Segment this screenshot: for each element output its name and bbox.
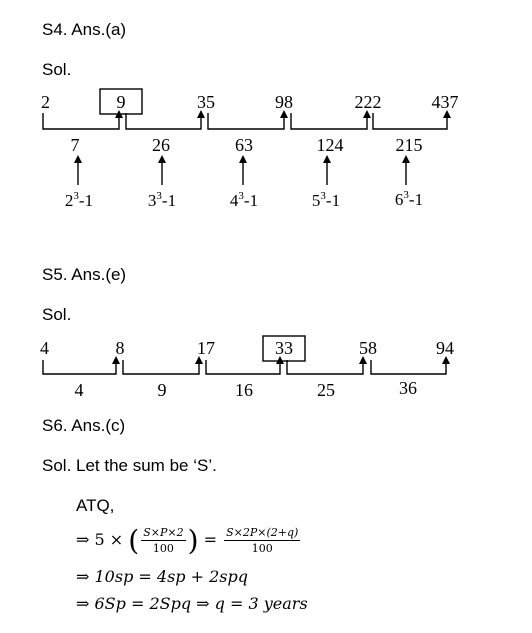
- s4-heading: S4. Ans.(a): [42, 20, 127, 39]
- s4-term-2: 9: [116, 92, 126, 112]
- s6-eq1-equals: =: [203, 530, 218, 549]
- s5-term-1: 4: [40, 338, 49, 358]
- s6-eq1-lead: 5 ×: [94, 530, 124, 549]
- s4-formula-4: $5^3-1$: [311, 190, 341, 210]
- s5-diff-1: 4: [74, 380, 84, 400]
- s4-diff-2: 26: [152, 135, 170, 155]
- s4-term-4: 98: [275, 92, 293, 112]
- s5-bracket-1: [43, 360, 116, 374]
- s5-term-2: 8: [115, 338, 125, 358]
- s6-sol-text: Sol. Let the sum be ‘S’.: [42, 456, 217, 475]
- s5-bracket-5: [371, 360, 446, 374]
- s6-equation-1: ⇒ 5 × ( $\frac{S\times P\times 2}{100}$ ) = $\frac{S\times 2P\times(2+q)}{100}$: [76, 524, 299, 557]
- s4-diff-4: 124: [316, 135, 344, 155]
- s4-term-3: 35: [197, 92, 215, 112]
- implies-arrow: ⇒: [76, 530, 90, 549]
- s6-fraction-right: $\frac{S\times 2P\times(2+q)}{100}$: [226, 526, 299, 555]
- s5-term-4: 33: [275, 338, 293, 358]
- s6-equation-2: ⇒ 10sp = 4sp + 2spq: [76, 567, 248, 586]
- s4-term-5: 222: [354, 92, 382, 112]
- s5-diff-5: 36: [399, 378, 417, 398]
- s6-heading: S6. Ans.(c): [42, 416, 126, 435]
- s5-term-6: 94: [436, 338, 454, 358]
- s4-formula-1: $2^3-1$: [64, 190, 94, 210]
- s4-formula-2: $3^3-1$: [147, 190, 177, 210]
- s6-atq-label: ATQ,: [76, 496, 115, 515]
- s6-fraction-left: $\frac{S\times P\times 2}{100}$: [143, 526, 184, 555]
- s4-sol-label: Sol.: [42, 60, 72, 79]
- s5-diff-4: 25: [317, 380, 335, 400]
- s4-term-6: 437: [431, 92, 459, 112]
- s4-term-1: 2: [41, 92, 50, 112]
- s6-equation-3: ⇒ 6Sp = 2Spq ⇒ q = 3 years: [76, 594, 308, 613]
- s5-diff-3: 16: [235, 380, 253, 400]
- s5-sol-label: Sol.: [42, 305, 72, 324]
- s4-formula-3: $4^3-1$: [229, 190, 259, 210]
- s5-heading: S5. Ans.(e): [42, 265, 127, 284]
- s4-diff-3: 63: [235, 135, 253, 155]
- s5-bracket-3: [206, 360, 280, 374]
- s5-term-3: 17: [197, 338, 215, 358]
- s4-diff-1: 7: [70, 135, 80, 155]
- s4-formula-5: $6^3-1$: [394, 189, 424, 209]
- s5-bracket-4: [287, 360, 363, 374]
- s4-diff-5: 215: [395, 135, 423, 155]
- s5-bracket-2: [123, 360, 199, 374]
- s5-term-5: 58: [359, 338, 377, 358]
- s5-diff-2: 9: [157, 380, 167, 400]
